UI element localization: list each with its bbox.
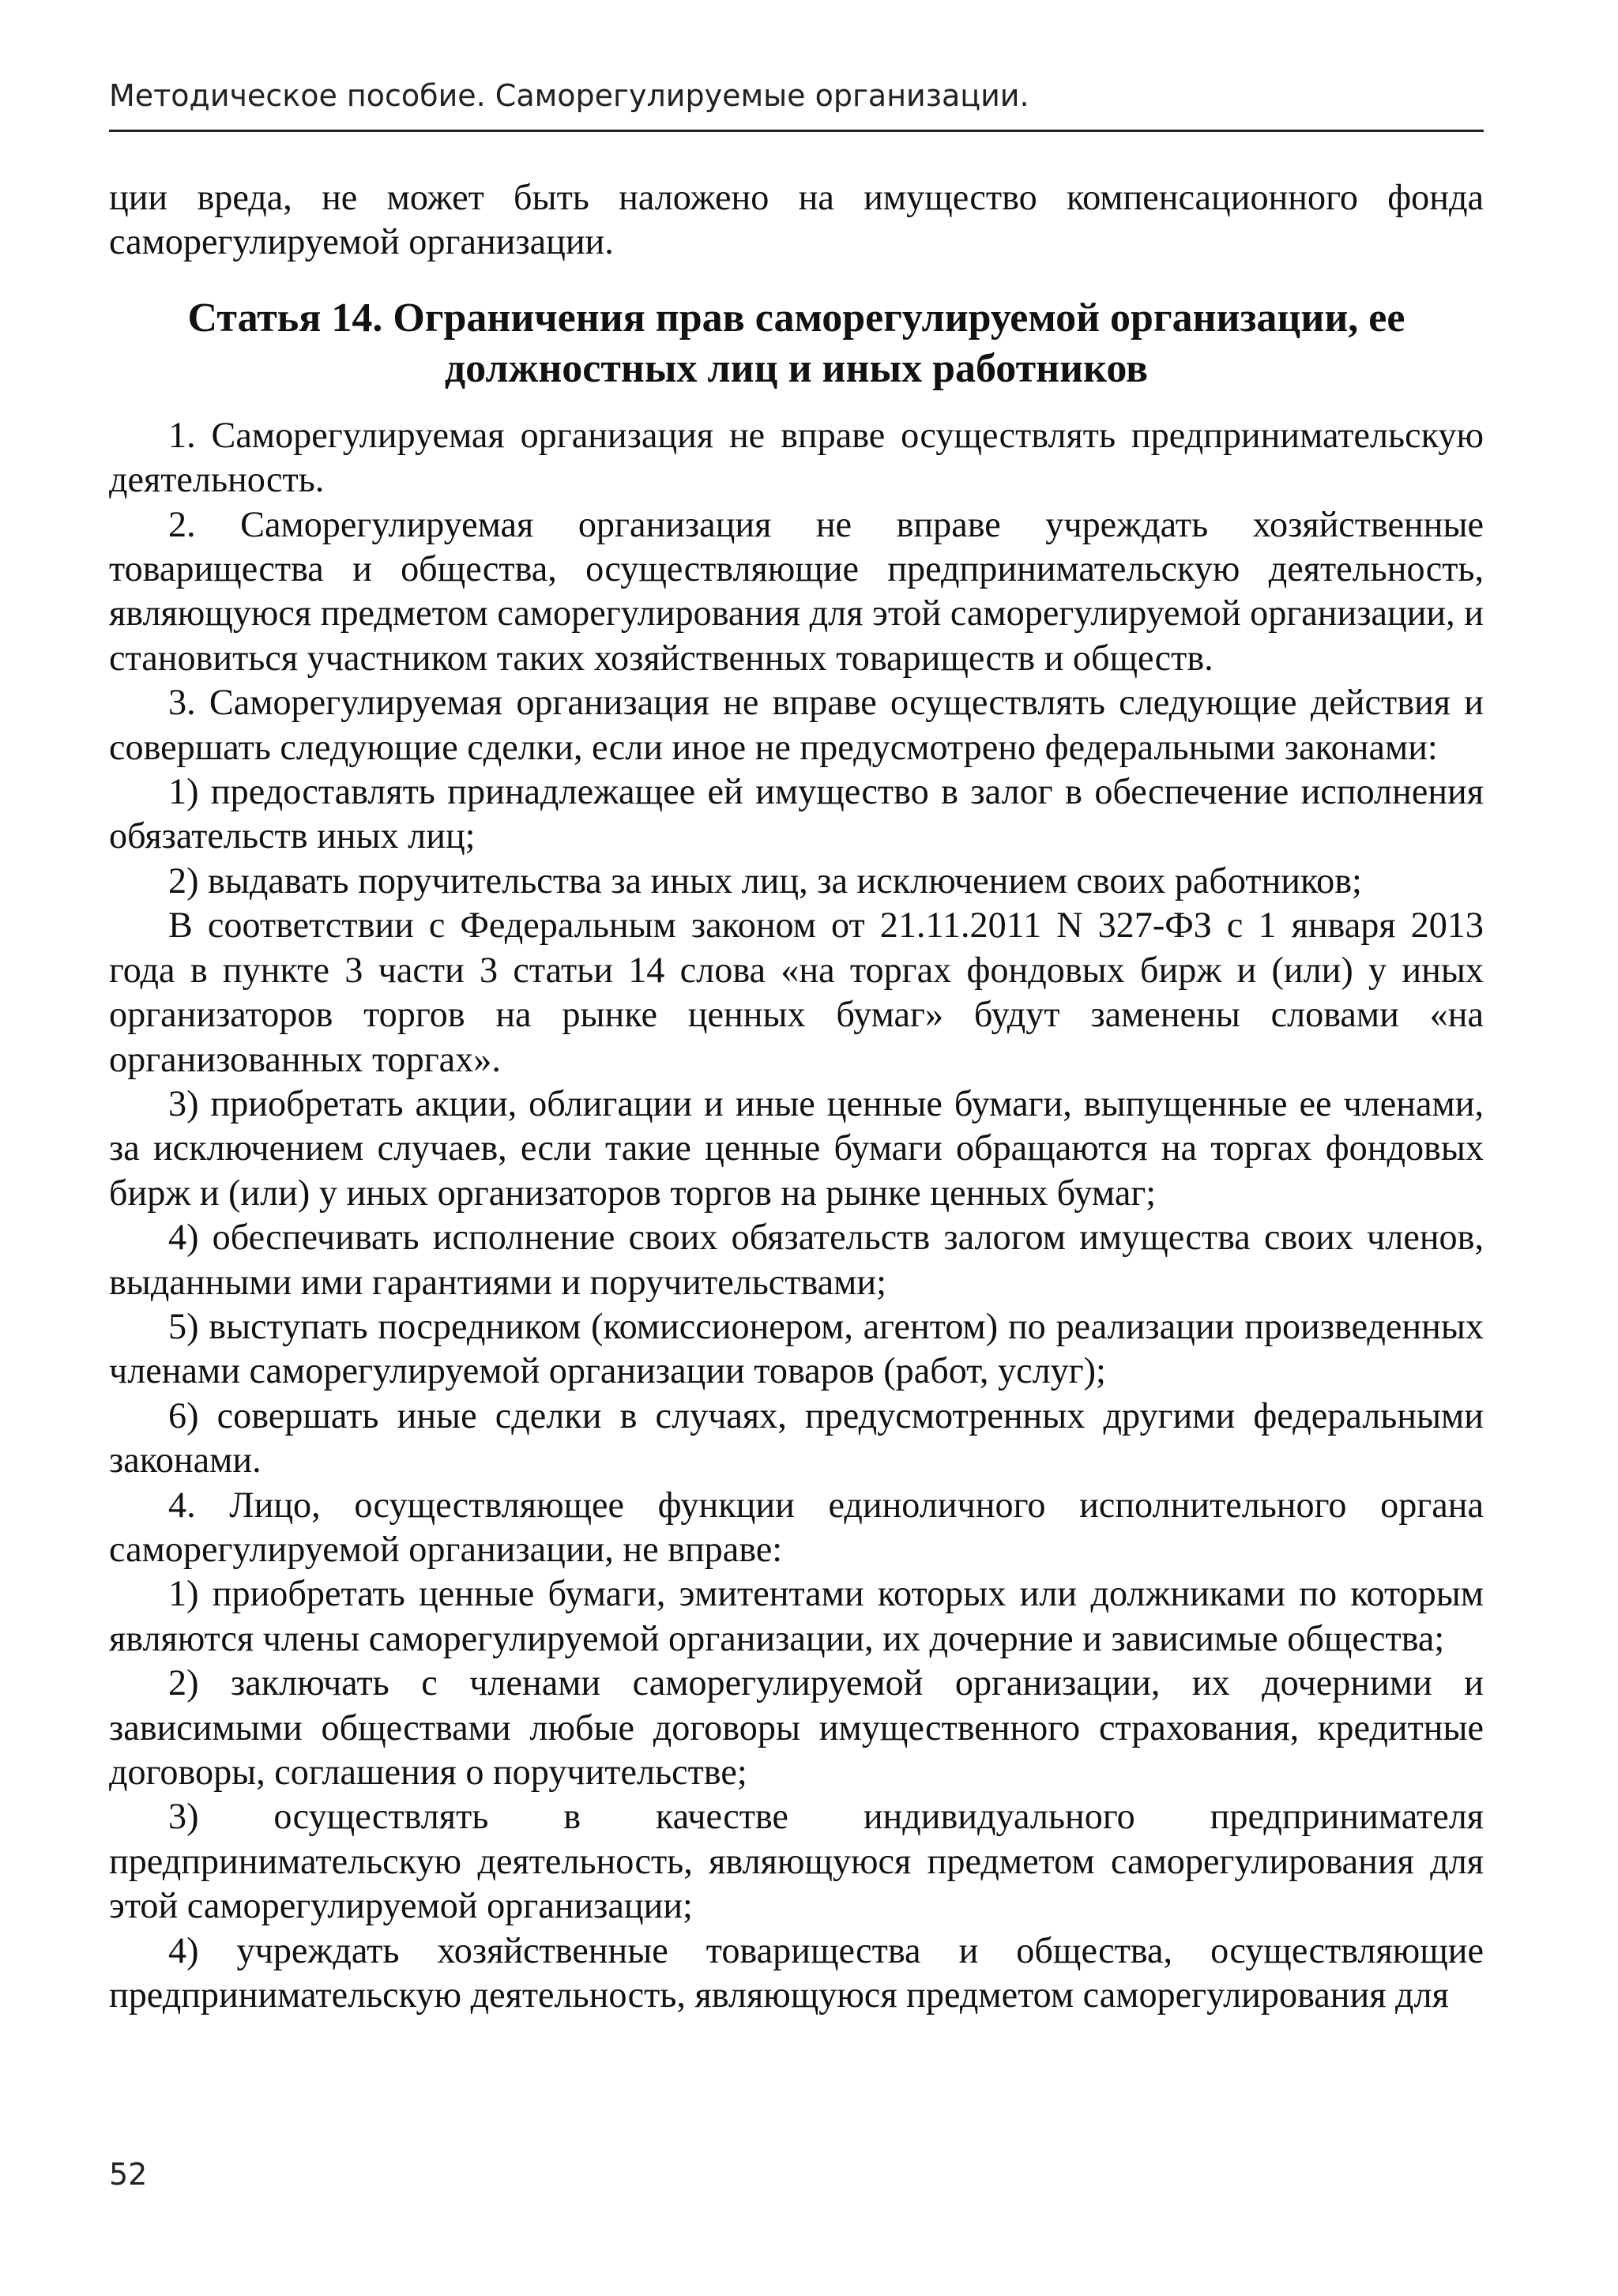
running-header: Методическое пособие. Саморегулируемые организации. — [109, 78, 1029, 113]
paragraph: 3) осуществлять в качестве индивидуального предпринимателя предпринимательскую деятельность, являющуюся предметом саморегулирования для этой саморегулируемой организации; — [109, 1796, 1484, 1926]
paragraph: 3. Саморегулируемая организация не вправе осуществлять следующие действия и совершать следующие сделки, если иное не предусмотрено федеральными законами: — [109, 682, 1484, 767]
page-number: 52 — [109, 2157, 148, 2192]
paragraph: 2) заключать с членами саморегулируемой организации, их дочерними и зависимыми обществами любые договоры имущественного страхования, кредитные договоры, соглашения о поручительстве; — [109, 1662, 1484, 1792]
paragraph: 1) приобретать ценные бумаги, эмитентами которых или должниками по которым являются члены саморегулируемой организации, их дочерние и зависимые общества; — [109, 1573, 1484, 1658]
paragraph: 5) выступать посредником (комиссионером, агентом) по реализации произведенных членами саморегулируемой организации товаров (работ, услуг); — [109, 1305, 1484, 1391]
article-heading-line-1: Статья 14. Ограничения прав саморегулируемой организации, ее — [187, 295, 1405, 341]
intro-continuation: ции вреда, не может быть наложено на имущество компенсационного фонда саморегулируемой организации. — [109, 177, 1484, 262]
article-heading — [109, 293, 1484, 394]
paragraph: 6) совершать иные сделки в случаях, предусмотренных другими федеральными законами. — [109, 1395, 1484, 1481]
header-rule — [109, 130, 1484, 132]
paragraph: 4) учреждать хозяйственные товарищества и общества, осуществляющие предпринимательскую деятельность, являющуюся предметом саморегулирования для — [109, 1929, 1484, 2016]
paragraph: 1) предоставлять принадлежащее ей имущество в залог в обеспечение исполнения обязательств иных лиц; — [109, 771, 1484, 856]
paragraph: 4) обеспечивать исполнение своих обязательств залогом имущества своих членов, выданными ими гарантиями и поручительствами; — [109, 1217, 1484, 1302]
article-body — [109, 175, 1484, 2017]
paragraph: 3) приобретать акции, облигации и иные ценные бумаги, выпущенные ее членами, за исключением случаев, если такие ценные бумаги обращаются на торгах фондовых бирж и (или) у иных организаторов торгов на рынке ценных бумаг; — [109, 1082, 1484, 1213]
paragraph: 1. Саморегулируемая организация не вправе осуществлять предпринимательскую деятельность. — [109, 414, 1484, 500]
paragraph: 4. Лицо, осуществляющее функции единоличного исполнительного органа саморегулируемой организации, не вправе: — [109, 1484, 1484, 1569]
paragraph: 2) выдавать поручительства за иных лиц, за исключением своих работников; — [168, 860, 1362, 901]
article-heading-line-2: должностных лиц и иных работников — [444, 345, 1149, 391]
amendment-note: В соответствии с Федеральным законом от 21.11.2011 N 327-ФЗ с 1 января 2013 года в пункте 3 части 3 статьи 14 слова «на торгах фондовых бирж и (или) у иных организаторов торгов на рынке ценных бумаг» будут заменены словами «на организованных торгах». — [109, 905, 1484, 1079]
paragraph: 2. Саморегулируемая организация не вправе учреждать хозяйственные товарищества и общества, осуществляющие предпринимательскую деятельность, являющуюся предметом саморегулирования для этой саморегулируемой организации, и становиться участником таких хозяйственных товариществ и обществ. — [109, 503, 1484, 678]
